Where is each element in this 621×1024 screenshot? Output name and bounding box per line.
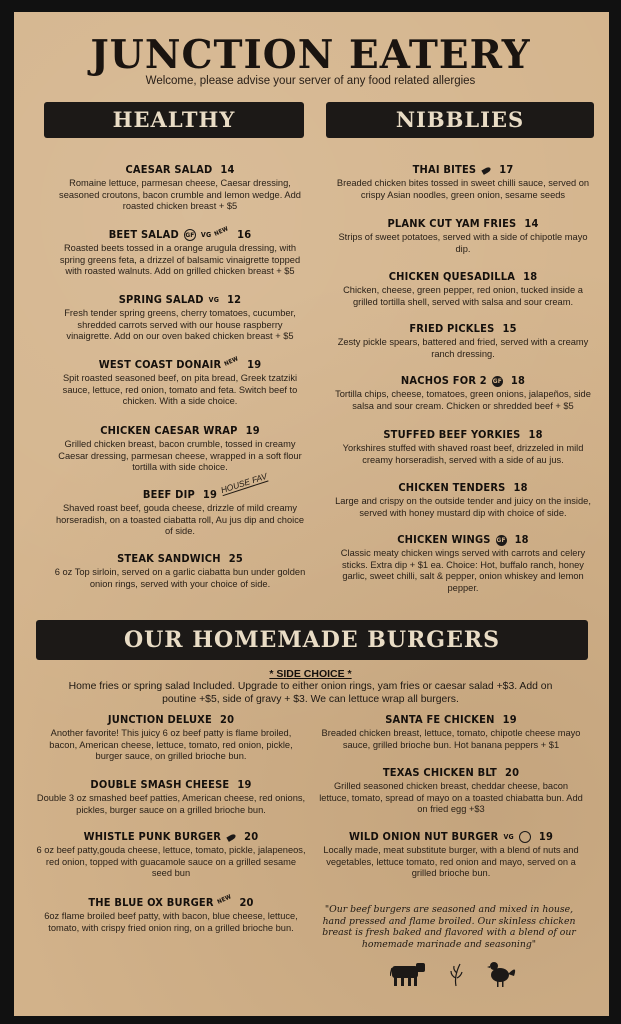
new-tag: NEW [213, 225, 230, 239]
menu-item [318, 766, 584, 816]
item-price: 20 [505, 766, 520, 779]
item-price: 14 [524, 217, 539, 230]
item-price: 18 [513, 481, 528, 494]
item-price: 15 [502, 322, 517, 335]
allergy-notice: Welcome, please advise your server of any food related allergies [145, 75, 476, 87]
item-name: CHICKEN WINGS [397, 533, 491, 546]
item-description: Grilled chicken breast, bacon crumble, tossed in creamy Caesar dressing, parmesan cheese, wrapped in a soft flour tortilla with side choice. [58, 439, 302, 473]
item-name: THAI BITES [412, 163, 477, 176]
wheat-icon [451, 964, 462, 986]
item-description: Locally made, meat substitute burger, with a blend of nuts and vegetables, lettuce tomato, red onion and mayo, served on a grilled brioche bun. [323, 845, 579, 879]
item-price: 25 [228, 552, 243, 565]
vegetarian-badge: VG [208, 296, 220, 304]
item-name: TEXAS CHICKEN BLT [382, 766, 498, 779]
item-description: Fresh tender spring greens, cherry tomatoes, cucumber, shredded carrots served with our house raspberry vinaigrette. Add on our oven baked chicken breast + $5 [64, 308, 296, 342]
nibblies-heading: NIBBLIES [395, 107, 525, 132]
gluten-free-badge [519, 831, 531, 843]
new-tag: NEW [223, 355, 240, 369]
item-price: 19 [202, 488, 218, 501]
item-price: 19 [247, 358, 262, 371]
item-price: 19 [538, 830, 554, 843]
item-description: Zesty pickle spears, battered and fried, served with a creamy ranch dressing. [337, 337, 589, 359]
item-price: 19 [245, 424, 260, 437]
item-description: Strips of sweet potatoes, served with a side of chipotle mayo dip. [338, 232, 588, 254]
vegetarian-badge: VG [503, 833, 514, 841]
item-name: PLANK CUT YAM FRIES [387, 217, 517, 230]
item-description: Tortilla chips, cheese, tomatoes, green onions, jalapeños, side salsa and sour cream. Chicken or shredded beef + $5 [335, 389, 591, 411]
item-name: WEST COAST DONAIR [98, 358, 222, 371]
page-title: JUNCTION EATERY [90, 32, 531, 78]
burgers-heading: OUR HOMEMADE BURGERS [123, 627, 501, 653]
burgers-right-column [318, 0, 584, 900]
item-description: Breaded chicken breast, lettuce, tomato, chipotle cheese mayo sauce, grilled brioche bun. Hot banana peppers + $1 [321, 728, 581, 750]
item-name: SANTA FE CHICKEN [385, 713, 495, 726]
menu-item [36, 830, 306, 880]
burgers-left-column [36, 0, 306, 960]
vegetarian-badge: VG [200, 231, 212, 239]
item-name: WHISTLE PUNK BURGER [83, 830, 222, 843]
item-price: 19 [237, 778, 252, 791]
burger-quote: "Our beef burgers are seasoned and mixed in house, hand pressed and flame broiled. Our skinless chicken breast is fresh baked and flavored with a blend of our homemade marinade and seasoning" [322, 904, 576, 950]
item-price: 18 [523, 270, 538, 283]
item-price: 18 [510, 374, 526, 387]
side-choice-title: * SIDE CHOICE * [269, 668, 352, 680]
item-description: Roasted beets tossed in a orange arugula dressing, with spring greens feta, a drizzel of balsamic vinaigrette topped with roasted walnuts. Add on grilled chicken breast + $5 [59, 243, 301, 277]
item-name: STEAK SANDWICH [117, 552, 221, 565]
item-description: Romaine lettuce, parmesan cheese, Caesar dressing, seasoned croutons, bacon crumble and lemon wedge. Add roasted chicken breast + $5 [59, 178, 301, 212]
cow-icon [390, 963, 425, 986]
menu-item [318, 713, 584, 751]
item-price: 14 [220, 163, 235, 176]
item-name: DOUBLE SMASH CHEESE [90, 778, 230, 791]
item-name: NACHOS FOR 2 [400, 374, 487, 387]
item-price: 12 [227, 293, 242, 306]
item-name: FRIED PICKLES [409, 322, 495, 335]
item-name: STUFFED BEEF YORKIES [383, 428, 521, 441]
item-description: Large and crispy on the outside tender and juicy on the inside, served with honey mustard dip with choice of side. [335, 496, 591, 518]
item-description: Double 3 oz smashed beef patties, American cheese, red onions, pickles, burger sauce on a grilled brioche bun. [36, 793, 306, 815]
item-name: CHICKEN CAESAR WRAP [100, 424, 238, 437]
item-description: Another favorite! This juicy 6 oz beef patty is flame broiled, bacon, American cheese, lettuce, tomato, red onion, pickle, burger sauce, on grilled brioche bun. [49, 728, 293, 762]
item-price: 16 [237, 228, 252, 241]
menu-item [318, 830, 584, 880]
item-description: Chicken, cheese, green pepper, red onion, tucked inside a grilled tortilla shell, served with salsa and sour cream. [343, 285, 583, 307]
item-description: 6oz flame broiled beef patty, with bacon, blue cheese, lettuce, tomato, with crispy fried onion ring, on a grilled brioche bun. [44, 911, 298, 933]
item-name: CHICKEN QUESADILLA [388, 270, 516, 283]
healthy-heading: HEALTHY [112, 107, 236, 132]
new-tag: NEW [215, 893, 233, 907]
item-price: 19 [502, 713, 517, 726]
item-price: 18 [514, 533, 529, 546]
chili-pepper-icon [226, 833, 236, 842]
item-description: Grilled seasoned chicken breast, cheddar cheese, bacon lettuce, tomato, spread of mayo on a toasted chiabatta bun. Add on fried egg +$3 [319, 781, 583, 815]
gluten-free-badge: GF [185, 231, 195, 239]
house-fav-tag: HOUSE FAV [219, 470, 269, 496]
item-name: CAESAR SALAD [125, 163, 213, 176]
item-description: Breaded chicken bites tossed in sweet chilli sauce, served on crispy Asian noodles, green onion, sesame seeds [336, 178, 590, 200]
item-price: 20 [219, 713, 235, 726]
farm-icons [390, 958, 530, 988]
item-description: 6 oz beef patty,gouda cheese, lettuce, tomato, pickle, jalapeneos, red onion, topped with guacamole sauce on a grilled sesame seed bun [36, 845, 306, 879]
item-description: Spit roasted seasoned beef, on pita bread, Greek tzatziki sauce, lettuce, red onion, tomato and feta. Switch beef to chicken. With a side choice. [62, 373, 298, 407]
item-price: 20 [244, 830, 259, 843]
item-name: BEEF DIP [142, 488, 195, 501]
item-name: CHICKEN TENDERS [398, 481, 506, 494]
item-description: Classic meaty chicken wings served with carrots and celery sticks. Extra dip + $1 ea. Choice: Hot, buffalo ranch, honey garlic, sweet chilli, salt & pepper, onion whiskey and lemon pepper. [340, 548, 586, 593]
side-choice-description: Home fries or spring salad Included. Upgrade to either onion rings, yam fries or caesar salad +$3. Add on poutine +$5, side of gravy + $3. We can lettuce wrap all burgers. [68, 681, 553, 705]
item-name: SPRING SALAD [118, 293, 204, 306]
gluten-free-badge: GF [492, 376, 502, 385]
rooster-icon [487, 962, 515, 987]
item-name: THE BLUE OX BURGER [88, 896, 214, 909]
item-price: 17 [499, 163, 514, 176]
menu-item [36, 893, 306, 934]
item-name: BEET SALAD [108, 228, 179, 241]
menu-item [36, 713, 306, 763]
item-description: 6 oz Top sirloin, served on a garlic ciabatta bun under golden onion rings, served with your choice of side. [54, 567, 306, 589]
item-name: JUNCTION DELUXE [107, 713, 212, 726]
item-price: 18 [528, 428, 543, 441]
gluten-free-badge: GF [496, 535, 506, 544]
item-name: WILD ONION NUT BURGER [348, 830, 499, 843]
item-description: Yorkshires stuffed with shaved roast beef, drizzeled in mild creamy horseradish, served with a side of au jus. [342, 443, 584, 465]
menu-item [36, 778, 306, 816]
item-price: 20 [239, 896, 254, 909]
item-description: Shaved roast beef, gouda cheese, drizzle of mild creamy horseradish, on a toasted ciabatta roll, Au jus dip and choice of side. [55, 503, 305, 537]
